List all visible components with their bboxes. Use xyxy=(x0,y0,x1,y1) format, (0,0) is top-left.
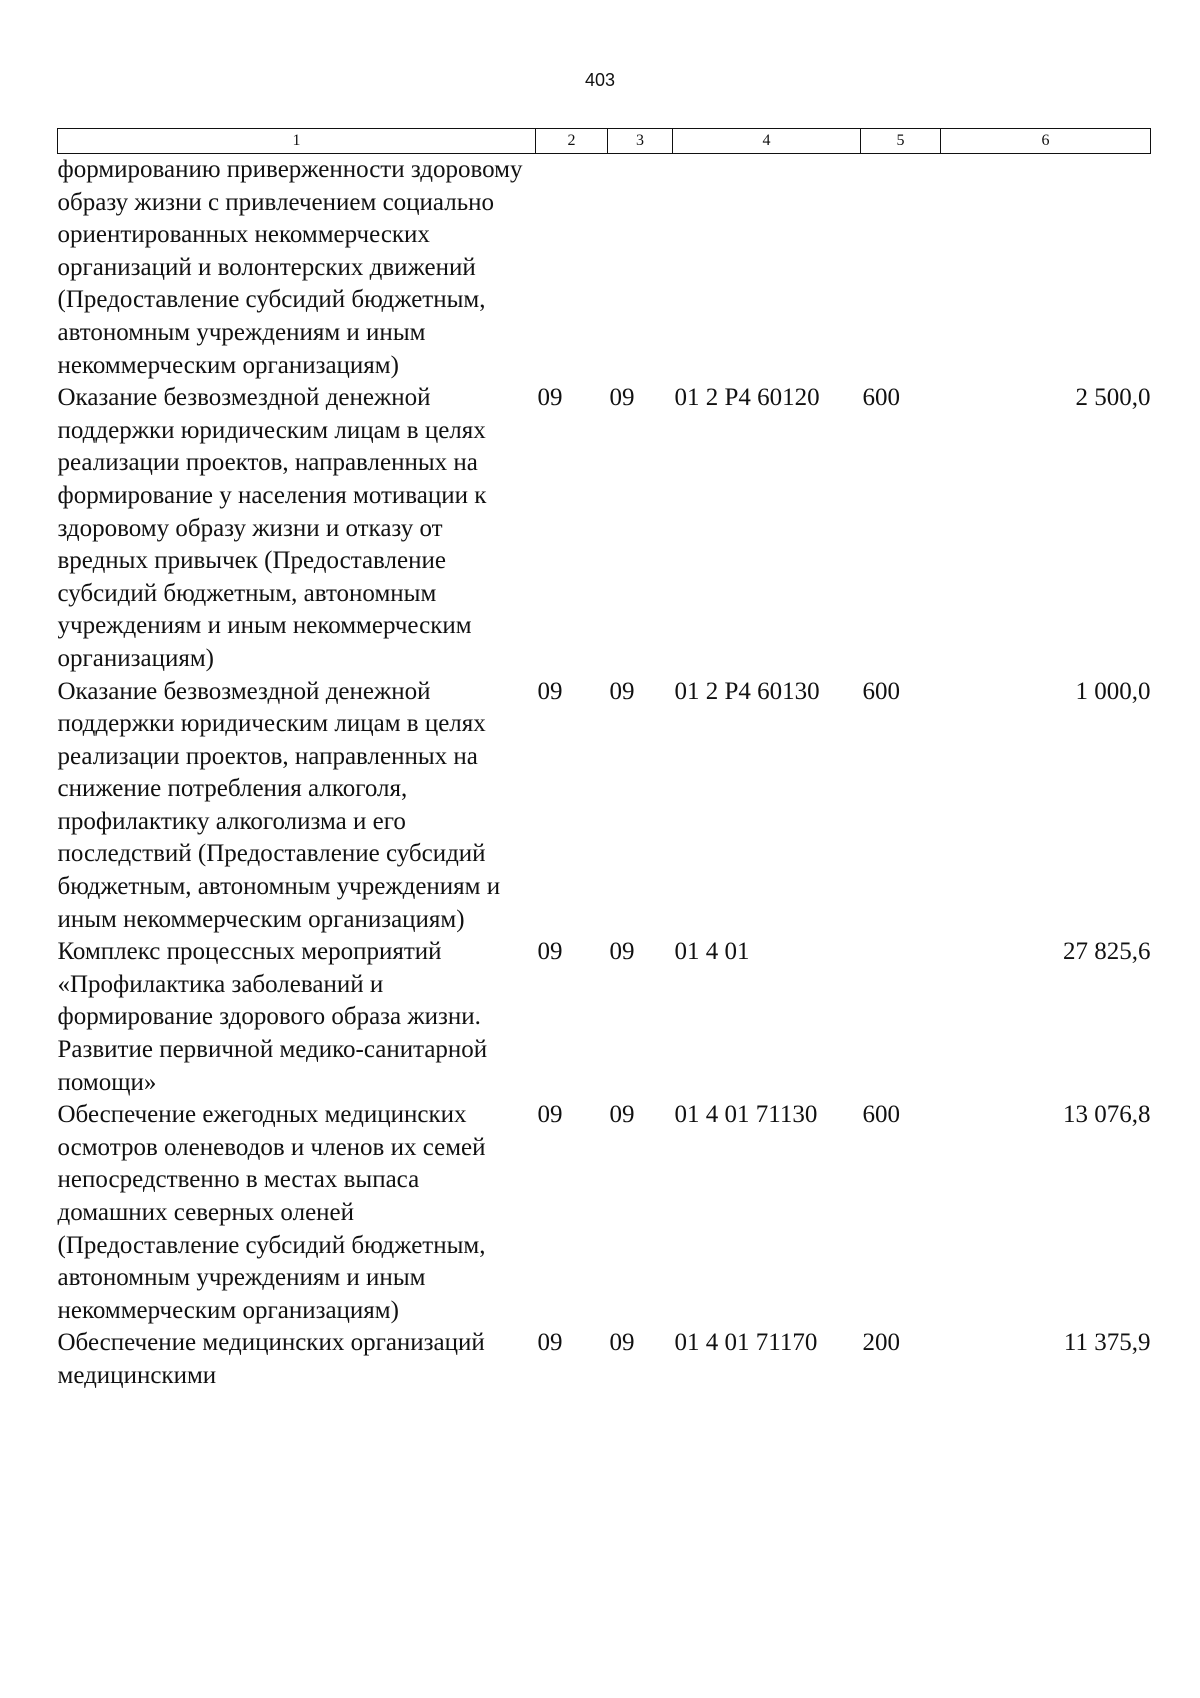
row-target: 01 4 01 71170 xyxy=(674,1329,818,1357)
row-name: Обеспечение ежегодных медицинских осмотров оленеводов и членов их семей непосредственно в местах выпаса домашних северных оленей (Предоставление субсидий бюджетным, автономным учреждениям и иным некоммерческим организациям) xyxy=(57,1101,486,1324)
row-target: 01 2 Р4 60130 xyxy=(674,677,820,705)
row-subsection: 09 xyxy=(609,1101,635,1129)
row-section: 09 xyxy=(537,384,563,412)
page-number: 403 xyxy=(584,70,616,90)
table-body xyxy=(58,154,1151,1393)
row-section: 09 xyxy=(537,677,563,705)
column-header-5: 5 xyxy=(861,129,941,154)
row-section: 09 xyxy=(537,938,563,966)
row-section xyxy=(536,154,608,383)
row-expense-type: 200 xyxy=(862,1329,900,1357)
row-target: 01 4 01 xyxy=(674,938,750,966)
row-amount: 27 825,6 xyxy=(1063,938,1151,966)
row-subsection: 09 xyxy=(609,677,635,705)
table-row xyxy=(58,382,1151,675)
row-section: 09 xyxy=(537,1329,563,1357)
table-row xyxy=(58,154,1151,383)
table-row xyxy=(58,676,1151,937)
row-expense-type xyxy=(861,936,941,1099)
row-name: Оказание безвозмездной денежной поддержки юридическим лицам в целях реализации проектов, направленных на снижение потребления алкоголя, профилактику алкоголизма и его последствий (Предоставление субсидий бюджетным, автономным учреждениям и иным некоммерческим организациям) xyxy=(57,677,501,933)
row-name: Обеспечение медицинских организаций медицинскими xyxy=(57,1329,485,1389)
row-subsection xyxy=(608,154,673,383)
row-subsection: 09 xyxy=(609,1329,635,1357)
row-expense-type xyxy=(861,154,941,383)
row-expense-type: 600 xyxy=(862,1101,900,1129)
row-expense-type: 600 xyxy=(862,384,900,412)
row-target: 01 2 Р4 60120 xyxy=(674,384,820,412)
row-subsection: 09 xyxy=(609,384,635,412)
row-target: 01 4 01 71130 xyxy=(674,1101,818,1129)
table-row xyxy=(58,1327,1151,1392)
row-amount: 1 000,0 xyxy=(1075,677,1151,705)
row-amount: 2 500,0 xyxy=(1075,384,1151,412)
column-header-1: 1 xyxy=(58,129,536,154)
table-header xyxy=(58,129,1151,154)
row-section: 09 xyxy=(537,1101,563,1129)
row-name: Комплекс процессных мероприятий «Профилактика заболеваний и формирование здорового образа жизни. Развитие первичной медико-санитарной помощи» xyxy=(57,938,488,1096)
row-name: Оказание безвозмездной денежной поддержки юридическим лицам в целях реализации проектов, направленных на формирование у населения мотивации к здоровому образу жизни и отказу от вредных привычек (Предоставление субсидий бюджетным, автономным учреждениям и иным некоммерческим организациям) xyxy=(57,384,487,672)
row-amount: 11 375,9 xyxy=(1063,1329,1151,1357)
column-header-6: 6 xyxy=(941,129,1151,154)
column-header-2: 2 xyxy=(536,129,608,154)
row-target xyxy=(673,154,861,383)
table-row xyxy=(58,936,1151,1099)
row-subsection: 09 xyxy=(609,938,635,966)
row-amount: 13 076,8 xyxy=(1063,1101,1151,1129)
budget-table xyxy=(57,128,1151,1393)
column-number-row xyxy=(58,129,1151,154)
row-amount xyxy=(941,154,1151,383)
table-row xyxy=(58,1099,1151,1327)
column-header-3: 3 xyxy=(608,129,673,154)
row-expense-type: 600 xyxy=(862,677,900,705)
column-header-4: 4 xyxy=(673,129,861,154)
row-name: формированию приверженности здоровому образу жизни с привлечением социально ориентированных некоммерческих организаций и волонтерских движений (Предоставление субсидий бюджетным, автономным учреждениям и иным некоммерческим организациям) xyxy=(57,156,523,379)
